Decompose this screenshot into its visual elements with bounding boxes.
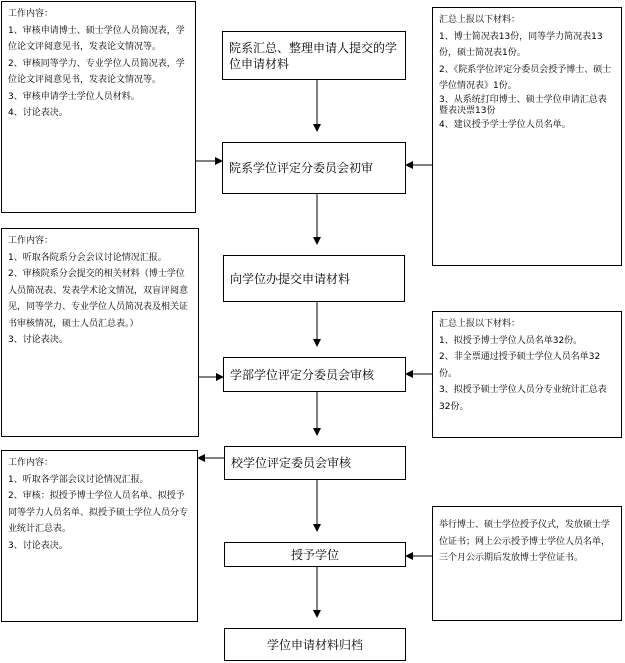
step-faculty-review [223,357,406,392]
note-item: 1、拟授予博士学位人员名单32份。 [439,335,583,346]
note-item: 2、审核：拟授予博士学位人员名单、拟授予同等学力人员名单、拟授予硕士学位人员分专业统计汇总表。 [8,491,189,534]
note-item: 3、拟授予硕士学位人员分专业统计汇总表32份。 [439,385,607,412]
step-collect-materials-label: 院系汇总、整理申请人提交的学位申请材料 [229,40,398,71]
note-work-content-faculty [1,228,199,437]
note-work-content-university [1,450,198,622]
note-title: 汇总上报以下材料： [439,319,521,329]
note-item: 1、听取各院系分会会议讨论情况汇报。 [8,252,167,263]
note-item: 4、建议授予学士学位人员名单。 [439,119,571,130]
step-university-review [224,446,406,480]
note-item: 2、《院系学位评定分委员会授予博士、硕士学位情况表》1份。 [439,64,612,91]
note-item: 3、从系统打印博士、硕士学位申请汇总表暨表决票13份 [439,94,607,116]
step-archive-materials [224,628,406,661]
note-title: 汇总上报以下材料： [439,15,521,25]
step-department-initial-review [222,142,406,194]
step-submit-to-degree-office [223,255,405,302]
note-item: 2、审核院系分会提交的相关材料（博士学位人员简况表、发表学术论文情况，双盲评阅意见，同等学力、专业学位人员简况表及相关证书审核情况，硕士人员汇总表。） [8,269,189,329]
note-item: 3、讨论表决。 [8,335,68,345]
note-item: 2、非全票通过授予硕士学位人员名单32份。 [439,352,601,379]
note-title: 工作内容： [8,236,54,246]
step-confer-degree-label: 授予学位 [290,547,339,562]
note-title: 工作内容： [8,9,54,19]
note-report-materials-department [432,7,622,266]
note-report-materials-faculty [432,311,622,438]
note-ceremony-text: 举行博士、硕士学位授予仪式，发放硕士学位证书；网上公示授予博士学位人员名单，三个月公示期后发放博士学位证书。 [439,520,611,563]
note-work-content-department [1,1,196,213]
note-item: 1、听取各学部会议讨论情况汇报。 [8,474,149,485]
step-collect-materials [222,31,406,80]
note-degree-ceremony [432,506,622,621]
step-confer-degree [224,542,406,567]
step-department-initial-review-label: 院系学位评定分委员会初审 [229,161,374,175]
note-item: 3、审核申请学士学位人员材料。 [8,91,140,102]
step-faculty-review-label: 学部学位评定分委员会审核 [230,367,375,382]
note-item: 3、讨论表决。 [8,540,68,551]
step-submit-to-degree-office-label: 向学位办提交申请材料 [230,271,351,286]
note-item: 1、博士简况表13份，同等学力简况表13份，硕士简况表1份。 [439,31,603,58]
note-title: 工作内容： [8,458,54,468]
step-university-review-label: 校学位评定委员会审核 [231,456,352,470]
step-archive-materials-label: 学位申请材料归档 [266,637,363,652]
note-item: 4、讨论表决。 [8,108,68,118]
note-item: 2、审核同等学力、专业学位人员简况表，学位论文评阅意见书，发表论文情况等。 [8,58,185,85]
note-item: 1、审核申请博士、硕士学位人员简况表，学位论文评阅意见书，发表论文情况等。 [8,25,185,52]
